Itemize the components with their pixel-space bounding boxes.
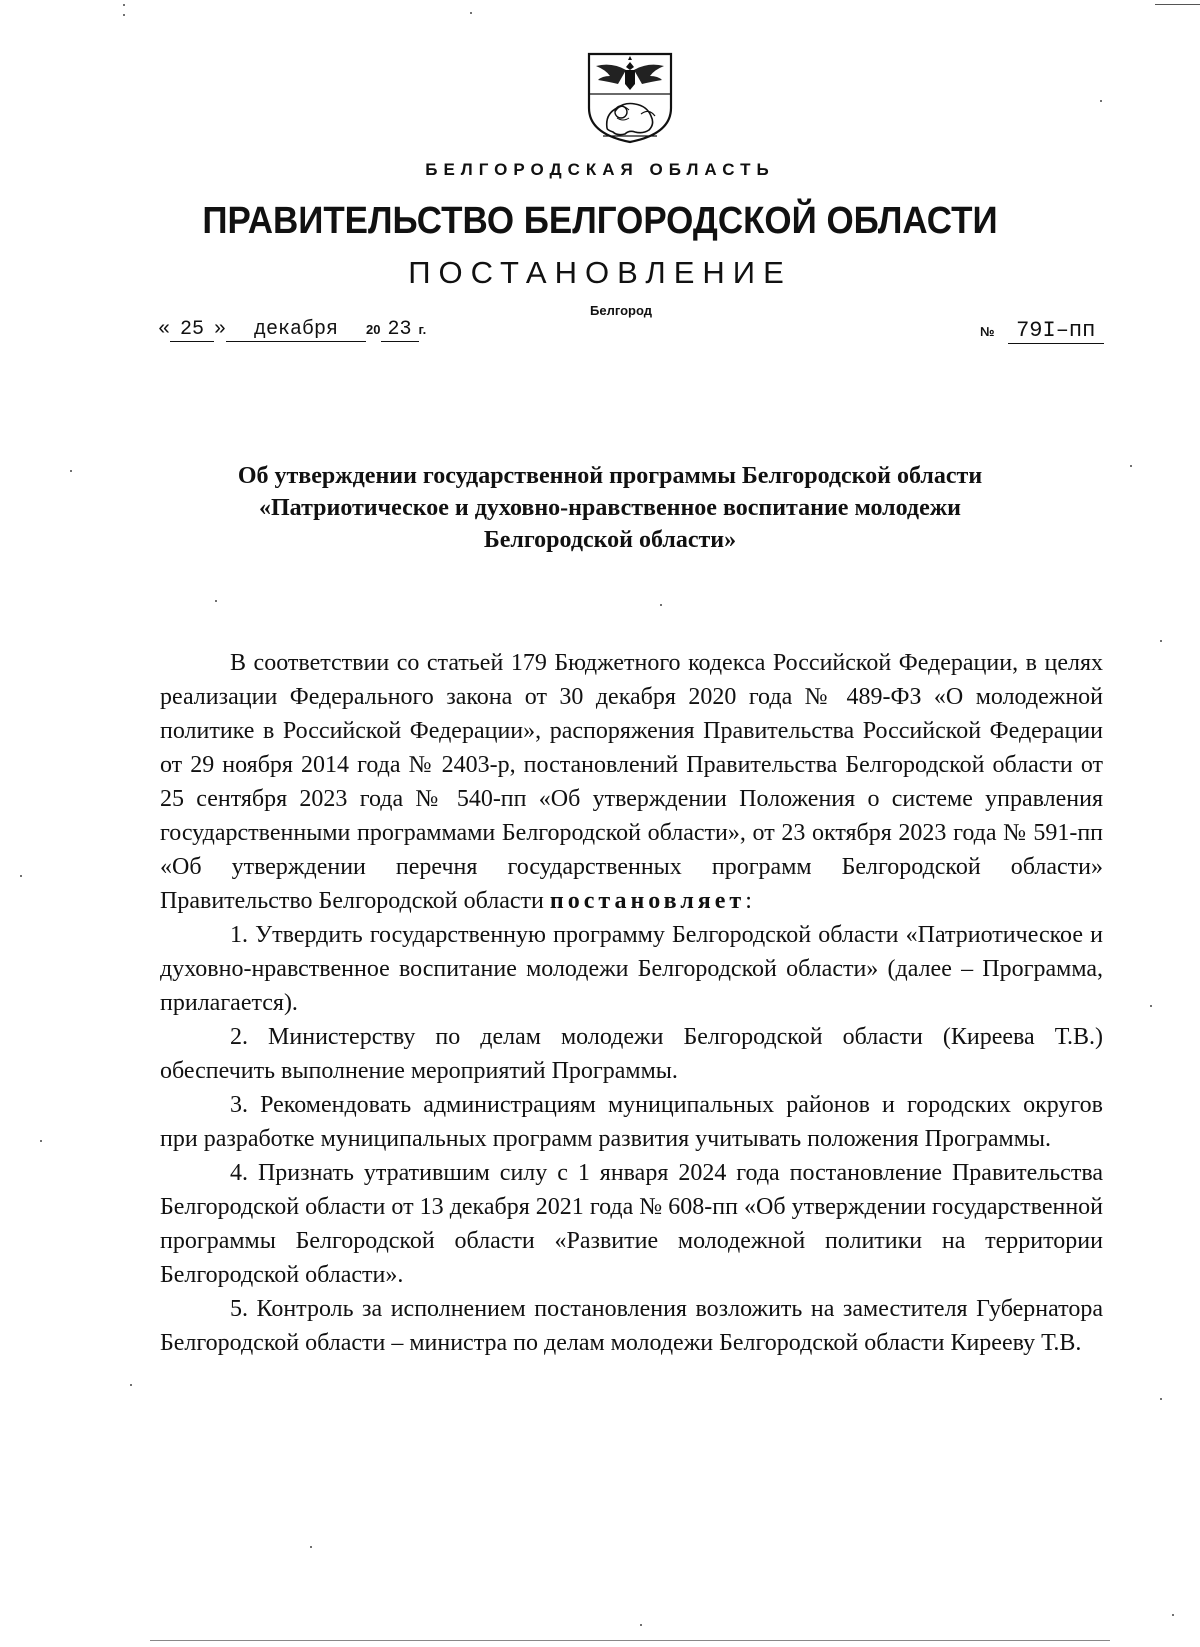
date-month: декабря [226,318,366,342]
date-year-prefix: 20 [366,322,381,337]
scan-bottom-line [150,1640,1110,1641]
scan-speck [20,875,22,877]
document-number [980,318,1104,344]
government-name: ПРАВИТЕЛЬСТВО БЕЛГОРОДСКОЙ ОБЛАСТИ [202,200,998,242]
city-name: Белгород [590,303,652,318]
date-open-quote: « [158,318,171,341]
coat-of-arms-icon [585,52,675,144]
document-body [160,646,1103,1360]
scan-speck [1130,465,1132,467]
date-close-quote: » [214,318,227,341]
scan-speck [1160,640,1162,642]
scan-speck [310,1546,312,1548]
scan-speck [123,4,125,6]
decree-item-3: 3. Рекомендовать администрациям муниципальных районов и городских округов при разработке муниципальных программ развития учитывать положения Программы. [160,1092,1103,1152]
preamble-paragraph [160,646,1103,918]
region-name: БЕЛГОРОДСКАЯ ОБЛАСТЬ [425,160,775,179]
scan-speck [70,470,72,472]
scan-speck [1100,100,1102,102]
scan-speck [1150,1005,1152,1007]
decree-item-2: 2. Министерству по делам молодежи Белгородской области (Киреева Т.В.) обеспечить выполнение мероприятий Программы. [160,1024,1103,1084]
scan-speck [470,12,472,14]
date-year-suffix: 23 [381,318,419,342]
number-value: 79I–пп [1008,318,1104,344]
scan-speck [215,600,217,602]
scan-speck [640,1624,642,1626]
scan-edge-line [1155,4,1200,5]
decree-item-4: 4. Признать утратившим силу с 1 января 2024 года постановление Правительства Белгородской области от 13 декабря 2021 года № 608-пп «Об утверждении государственной программы Белгородской области «Развитие молодежной политики на территории Белгородской области». [160,1160,1103,1288]
scan-speck [130,1384,132,1386]
title-line-3: Белгородской области» [483,527,737,553]
decree-item-1: 1. Утвердить государственную программу Белгородской области «Патриотическое и духовно-нравственное воспитание молодежи Белгородской области» (далее – Программа, прилагается). [160,922,1103,1016]
scan-speck [123,14,125,16]
coat-of-arms-graphic [585,52,675,144]
document-date [158,318,426,342]
preamble-text: В соответствии со статьей 179 Бюджетного кодекса Российской Федерации, в целях реализации Федерального закона от 30 декабря 2020 года № 489-ФЗ «О молодежной политике в Российской Федерации», распоряжения Правительства Российской Федерации от 29 ноября 2014 года № 2403-р, постановлений Правительства Белгородской области от 25 сентября 2023 года № 540-пп «Об утверждении Положения о системе управления государственными программами Белгородской области», от 23 октября 2023 года № 591-пп «Об утверждении перечня государственных программ Белгородской области» Правительство Белгородской области [160,650,1103,914]
decree-colon: : [745,888,752,914]
decree-word: постановляет [549,888,746,914]
date-day: 25 [170,318,214,342]
scan-speck [40,1140,42,1142]
scan-speck [660,604,662,606]
document-title [160,460,1060,556]
scan-speck [1172,1614,1174,1616]
decree-item-5: 5. Контроль за исполнением постановления возложить на заместителя Губернатора Белгородской области – министра по делам молодежи Белгородской области Кирееву Т.В. [160,1296,1103,1356]
scan-speck [1160,1398,1162,1400]
title-line-1: Об утверждении государственной программы Белгородской области [237,463,983,489]
title-line-2: «Патриотическое и духовно-нравственное воспитание молодежи [259,495,961,521]
date-year-mark: г. [418,322,427,337]
document-type: ПОСТАНОВЛЕНИЕ [408,255,792,290]
number-label: № [980,324,995,339]
